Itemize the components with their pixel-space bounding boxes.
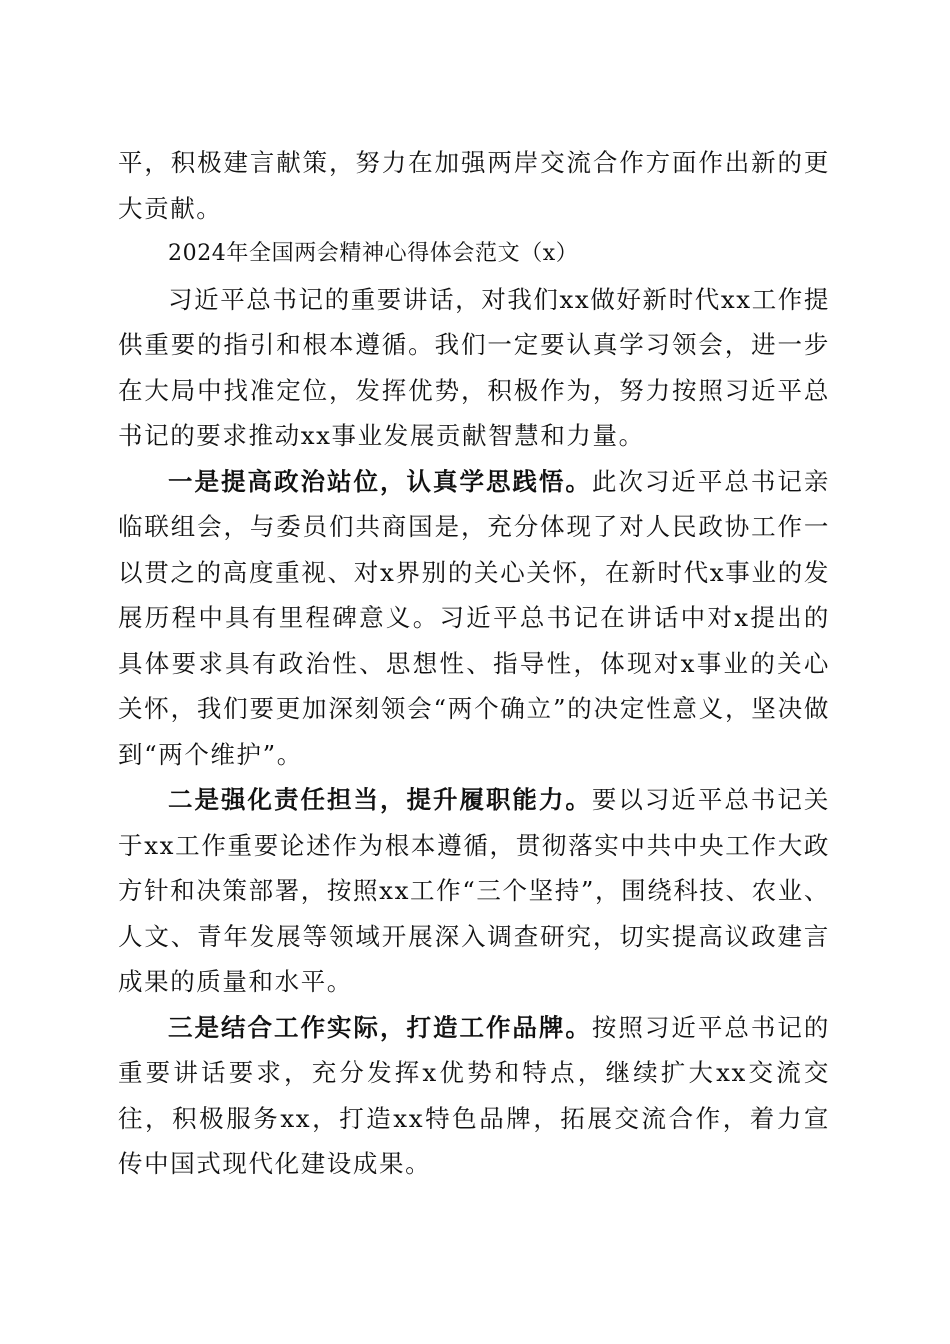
intro-paragraph: 习近平总书记的重要讲话，对我们xx做好新时代xx工作提供重要的指引和根本遵循。我们一定要认真学习领会，进一步在大局中找准定位，发挥优势，积极作为，努力按照习近平总书记的要求推动xx事业发展贡献智慧和力量。 [118,284,830,450]
section-3-body: 按照习近平总书记的重要讲话要求，充分发挥x优势和特点，继续扩大xx交流交往，积极服务xx，打造xx特色品牌，拓展交流合作，着力宣传中国式现代化建设成果。 [118,1012,830,1178]
document-title: 2024年全国两会精神心得体会范文（x） [168,241,579,266]
section-3-paragraph [118,1005,830,1187]
section-2-paragraph [118,777,830,1005]
continuation-paragraph: 平，积极建言献策，努力在加强两岸交流合作方面作出新的更大贡献。 [118,148,830,223]
section-1-lead: 一是提高政治站位，认真学思践悟。 [168,466,592,496]
section-2-body: 要以习近平总书记关于xx工作重要论述作为根本遵循，贯彻落实中共中央工作大政方针和决策部署，按照xx工作“三个坚持”，围绕科技、农业、人文、青年发展等领域开展深入调查研究，切实提高议政建言成果的质量和水平。 [118,785,830,996]
section-1-body: 此次习近平总书记亲临联组会，与委员们共商国是，充分体现了对人民政协工作一以贯之的高度重视、对x界别的关心关怀，在新时代x事业的发展历程中具有里程碑意义。习近平总书记在讲话中对x提出的具体要求具有政治性、思想性、指导性，体现对x事业的关心关怀，我们要更加深刻领会“两个确立”的决定性意义，坚决做到“两个维护”。 [118,466,830,769]
section-1-paragraph [118,459,830,778]
section-2-lead: 二是强化责任担当，提升履职能力。 [168,785,592,814]
section-3-lead: 三是结合工作实际，打造工作品牌。 [168,1012,592,1042]
document-page [118,140,830,1187]
